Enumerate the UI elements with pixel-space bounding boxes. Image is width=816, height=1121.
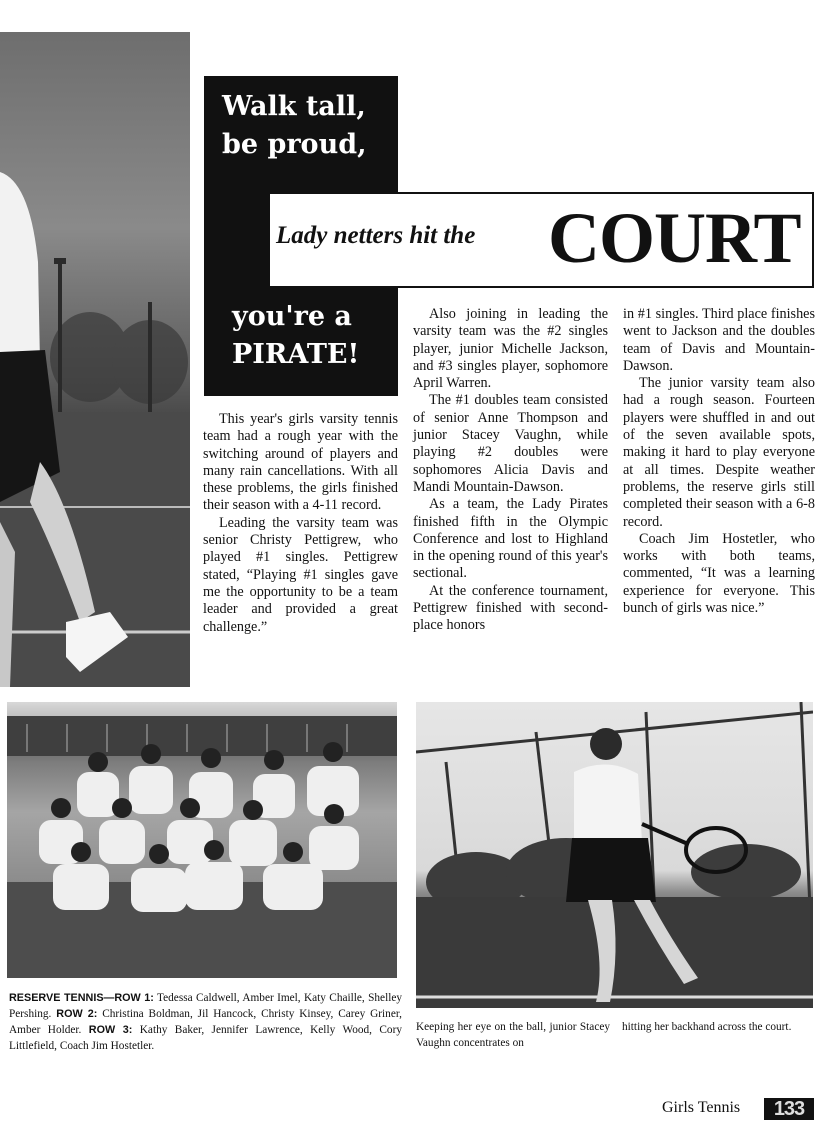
story-column-1 — [203, 411, 398, 636]
court-title: COURT — [548, 198, 801, 278]
story-paragraph: in #1 singles. Third place finishes went to Jackson and the doubles team of Davis and Mountain-Dawson. — [623, 306, 815, 374]
team-photo-caption — [9, 990, 402, 1054]
court-subtitle: Lady netters hit the — [276, 222, 476, 249]
reserve-team-photo — [7, 702, 397, 978]
caption-row3-label: ROW 3: — [88, 1024, 133, 1036]
story-paragraph: Leading the varsity team was senior Christy Pettigrew, who played #1 singles. Pettigrew stated, “Playing #1 singles gave me the opportunity to be a team leader and provided a great challenge.” — [203, 514, 398, 635]
tennis-player-photo-left — [0, 32, 190, 687]
caption-row3-names: Kathy Baker, Jennifer Lawrence, Kelly Wood, Cory Littlefield, Coach Jim Hostetler. — [9, 1024, 402, 1052]
caption-row1-label: RESERVE TENNIS—ROW 1: — [9, 992, 154, 1004]
story-paragraph: Coach Jim Hostetler, who works with both teams, commented, “It was a learning experience for everyone. This bunch of girls was nice.” — [623, 530, 815, 617]
caption-row2-names: Christina Boldman, Jil Hancock, Christy Kinsey, Carey Griner, Amber Holder. — [9, 1008, 402, 1036]
story-paragraph: The junior varsity team also had a rough season. Fourteen players were shuffled in and out of the seven available spots, making it hard to play everyone at all times. Despite weather problems, the reserve girls still completed their season with a 6-8 record. — [623, 375, 815, 530]
story-paragraph: The #1 doubles team consisted of senior Anne Thompson and junior Stacey Vaughn, while playing #2 doubles were sophomores Alicia Davis and Mandi Mountain-Dawson. — [413, 392, 608, 495]
story-column-3 — [623, 306, 815, 617]
headline-line-3: you're a — [232, 301, 352, 332]
player-photo-illustration — [416, 702, 813, 1008]
section-label: Girls Tennis — [662, 1099, 741, 1116]
story-column-2 — [413, 306, 608, 635]
player-photo-caption-part-2: hitting her backhand across the court. — [622, 1021, 792, 1033]
story-paragraph: At the conference tournament, Pettigrew finished with second-place honors — [413, 582, 608, 634]
headline-line-1: Walk tall, — [222, 91, 366, 122]
story-paragraph: This year's girls varsity tennis team had a rough year with the switching around of players and many rain cancellations. With all these problems, the girls finished their season with a 4-11 record. — [203, 411, 398, 514]
backhand-player-photo — [416, 702, 813, 1008]
team-photo-illustration — [7, 702, 397, 978]
caption-row2-label: ROW 2: — [56, 1008, 98, 1020]
story-paragraph: Also joining in leading the varsity team was the #2 singles player, junior Michelle Jackson, and #3 singles player, sophomore April Warren. — [413, 306, 608, 392]
story-paragraph: As a team, the Lady Pirates finished fifth in the Olympic Conference and lost to Highland in the opening round of this year's sectional. — [413, 496, 608, 582]
headline-line-4: PIRATE! — [232, 339, 360, 370]
player-photo-caption-part-1: Keeping her eye on the ball, junior Stacey Vaughn concentrates on — [416, 1021, 610, 1049]
page-number: 133 — [764, 1098, 814, 1120]
photo-illustration — [0, 32, 190, 687]
headline-line-2: be proud, — [222, 129, 367, 160]
caption-row1-names: Tedessa Caldwell, Amber Imel, Katy Chaille, Shelley Pershing. — [9, 992, 403, 1020]
